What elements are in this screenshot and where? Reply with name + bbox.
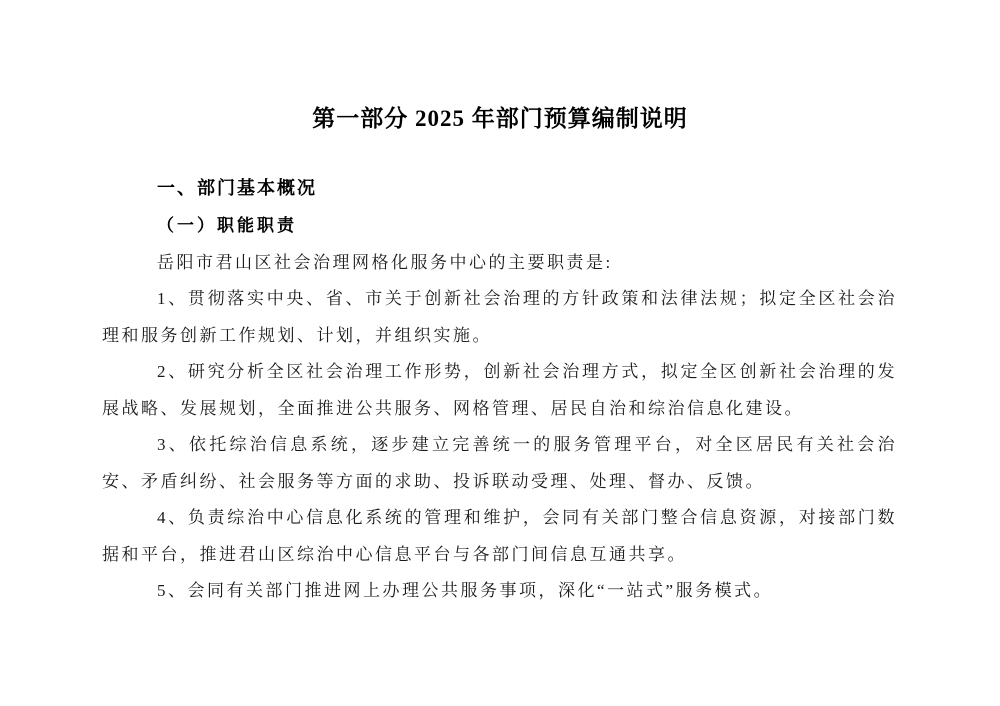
duty-paragraph-4: 4、负责综治中心信息化系统的管理和维护，会同有关部门整合信息资源，对接部门数据和平台，推进君山区综治中心信息平台与各部门间信息互通共享。 [102,508,897,564]
subsection-heading-functions-duties: （一）职能职责 [157,216,297,235]
duty-paragraph-3: 3、依托综治信息系统，逐步建立完善统一的服务管理平台，对全区居民有关社会治安、矛盾纠纷、社会服务等方面的求助、投诉联动受理、处理、督办、反馈。 [102,435,897,491]
duty-paragraph-5: 5、会同有关部门推进网上办理公共服务事项，深化“一站式”服务模式。 [157,581,774,600]
duty-paragraph-2: 2、研究分析全区社会治理工作形势，创新社会治理方式，拟定全区创新社会治理的发展战略、发展规划，全面推进公共服务、网格管理、居民自治和综治信息化建设。 [102,362,897,418]
document-title: 第一部分 2025 年部门预算编制说明 [312,106,688,131]
intro-sentence: 岳阳市君山区社会治理网格化服务中心的主要职责是: [157,253,613,272]
duty-paragraph-1: 1、贯彻落实中央、省、市关于创新社会治理的方针政策和法律法规；拟定全区社会治理和服务创新工作规划、计划，并组织实施。 [102,289,897,345]
section-heading-basic-overview: 一、部门基本概况 [157,178,317,198]
document-body [102,170,897,610]
